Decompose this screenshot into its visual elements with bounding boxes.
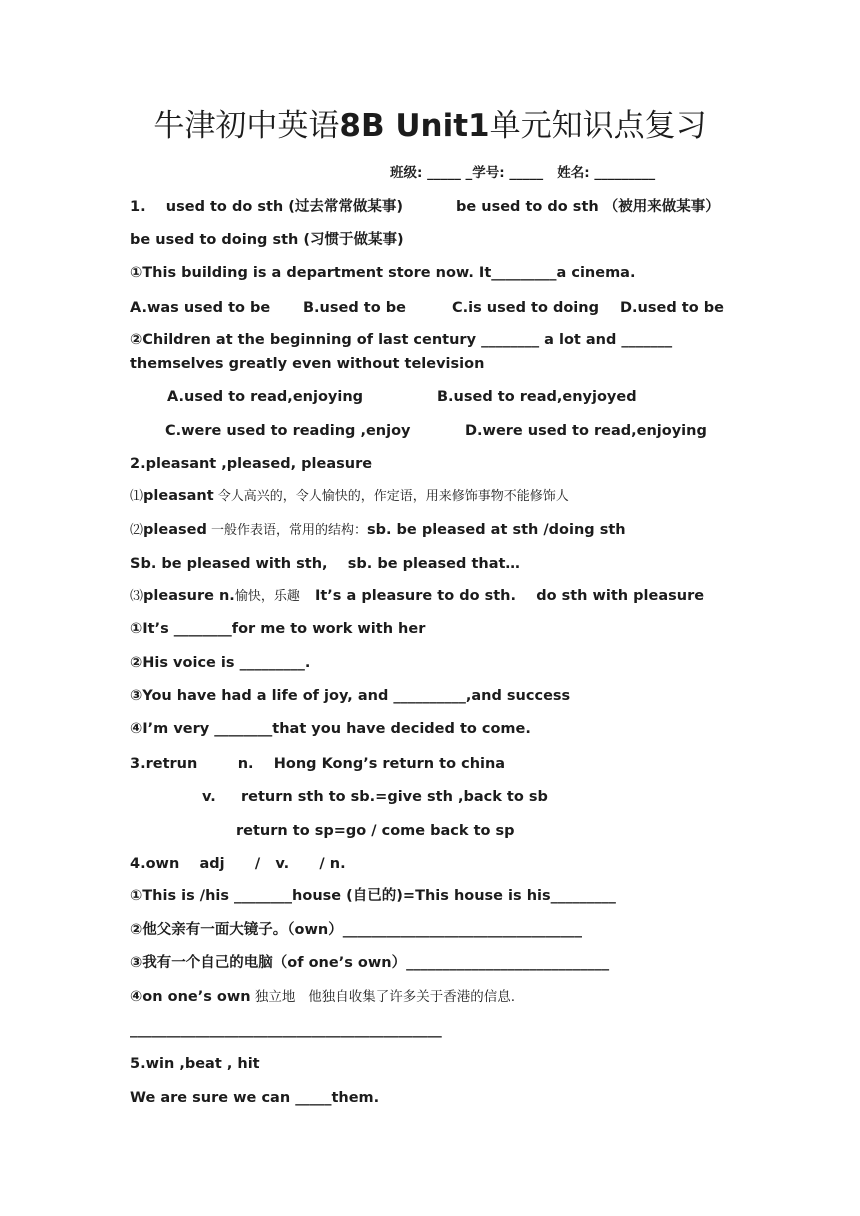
s2-note-3-word: pleasure n. bbox=[143, 588, 235, 604]
s4-q4-desc: 独立地 他独自收集了许多关于香港的信息. bbox=[250, 989, 516, 1005]
s2-note-3 bbox=[130, 587, 704, 606]
s2-note-2-word: pleased bbox=[143, 522, 207, 538]
s1-question-2-line-1: ②Children at the beginning of last century ________ a lot and _______ bbox=[130, 332, 673, 348]
s1-question-1: ①This building is a department store now. It_________a cinema. bbox=[130, 265, 636, 281]
s2-question-1: ①It’s ________for me to work with her bbox=[130, 621, 426, 637]
s1-question-2-line-2: themselves greatly even without television bbox=[130, 356, 485, 372]
section-3-line-1: 3.retrun n. Hong Kong’s return to china bbox=[130, 756, 506, 772]
s1-q1-option-d: D.used to be bbox=[620, 300, 724, 316]
s2-note-1-word: pleasant bbox=[143, 488, 214, 504]
s4-q4-phrase: ④on one’s own bbox=[130, 989, 251, 1005]
s1-q2-option-b: B.used to read,enyjoyed bbox=[437, 389, 637, 405]
s2-note-2-number: ⑵ bbox=[130, 523, 144, 538]
s2-question-4: ④I’m very ________that you have decided to come. bbox=[130, 721, 531, 737]
title-bold: 8B Unit1 bbox=[339, 108, 490, 144]
section-1-line-2: be used to doing sth (习惯于做某事) bbox=[130, 232, 404, 248]
title-prefix: 牛津初中英语 bbox=[153, 108, 340, 144]
s2-question-2: ②His voice is _________. bbox=[130, 655, 311, 671]
s1-q1-option-c: C.is used to doing bbox=[452, 300, 599, 316]
s1-q1-option-a: A.was used to be bbox=[130, 300, 271, 316]
s4-question-4 bbox=[130, 988, 515, 1006]
s4-question-1: ①This is /his ________house (自已的)=This house is his_________ bbox=[130, 888, 616, 904]
title-suffix: 单元知识点复习 bbox=[489, 108, 707, 144]
s2-note-3-number: ⑶ bbox=[130, 589, 144, 604]
s2-note-3-rest: It’s a pleasure to do sth. do sth with pleasure bbox=[299, 588, 705, 604]
s2-note-1-number: ⑴ bbox=[130, 489, 144, 504]
section-1-heading: 1. used to do sth (过去常常做某事) bbox=[130, 199, 404, 215]
s2-note-2-line-2: Sb. be pleased with sth, sb. be pleased that… bbox=[130, 556, 520, 572]
s2-note-1-desc: 令人高兴的，令人愉快的，作定语，用来修饰事物不能修饰人 bbox=[213, 489, 569, 504]
s2-question-3: ③You have had a life of joy, and __________,and success bbox=[130, 688, 571, 704]
section-3-line-2: v. return sth to sb.=give sth ,back to sb bbox=[202, 789, 548, 805]
student-info-line: 班级: _____ _学号: _____ 姓名: _________ bbox=[390, 165, 656, 181]
s4-question-3: ③我有一个自己的电脑（of one’s own）____________________________ bbox=[130, 955, 610, 971]
s5-question-1: We are sure we can _____them. bbox=[130, 1090, 380, 1106]
s2-note-1 bbox=[130, 487, 569, 506]
s2-note-2 bbox=[130, 521, 626, 540]
s1-q2-option-d: D.were used to read,enjoying bbox=[465, 423, 707, 439]
s2-note-3-desc: 愉快，乐趣 bbox=[234, 589, 300, 604]
s4-answer-line: ___________________________________________ bbox=[130, 1022, 442, 1038]
section-1-heading-right: be used to do sth （被用来做某事） bbox=[456, 199, 720, 215]
s1-q2-option-a: A.used to read,enjoying bbox=[167, 389, 364, 405]
s4-question-2: ②他父亲有一面大镜子。（own）_________________________________ bbox=[130, 922, 582, 938]
section-5-heading: 5.win ,beat , hit bbox=[130, 1056, 260, 1072]
section-2-heading: 2.pleasant ,pleased, pleasure bbox=[130, 456, 373, 472]
page-title bbox=[0, 104, 860, 148]
section-4-heading: 4.own adj / v. / n. bbox=[130, 856, 346, 872]
s2-note-2-desc: 一般作表语，常用的结构： bbox=[206, 523, 367, 538]
s2-note-2-structure: sb. be pleased at sth /doing sth bbox=[366, 522, 626, 538]
s1-q1-option-b: B.used to be bbox=[303, 300, 406, 316]
s1-q2-option-c: C.were used to reading ,enjoy bbox=[165, 423, 411, 439]
section-3-line-3: return to sp=go / come back to sp bbox=[236, 823, 515, 839]
